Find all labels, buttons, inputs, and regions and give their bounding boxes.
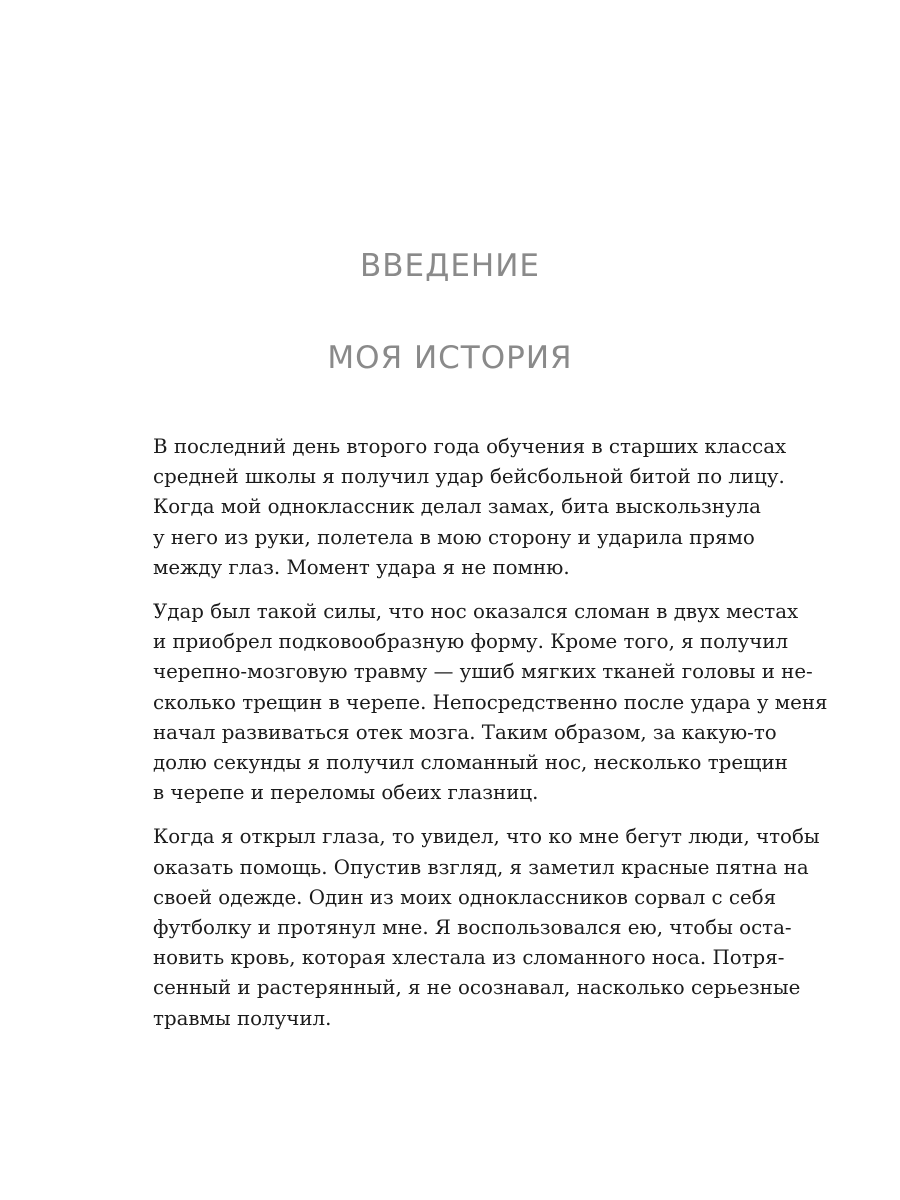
text-line: в черепе и переломы обеих глазниц.: [153, 781, 539, 805]
text-line: сенный и растерянный, я не осознавал, насколько серьезные: [153, 976, 801, 1000]
text-line: Когда мой одноклассник делал замах, бита выскользнула: [153, 495, 761, 519]
text-line: травмы получил.: [153, 1006, 332, 1030]
text-line: и приобрел подковообразную форму. Кроме того, я получил: [153, 630, 789, 654]
text-line: сколько трещин в черепе. Непосредственно после удара у меня: [153, 690, 828, 714]
text-line: Когда я открыл глаза, то увидел, что ко мне бегут люди, чтобы: [153, 825, 820, 849]
text-line: средней школы я получил удар бейсбольной битой по лицу.: [153, 465, 785, 489]
paragraph-2: [153, 597, 828, 808]
chapter-label: ВВЕДЕНИЕ: [359, 248, 540, 284]
text-line: В последний день второго года обучения в старших классах: [153, 435, 787, 458]
text-line: черепно-мозговую травму — ушиб мягких тканей головы и не-: [153, 660, 813, 684]
text-line: Удар был такой силы, что нос оказался сломан в двух местах: [153, 600, 799, 624]
chapter-title: МОЯ ИСТОРИЯ: [327, 340, 573, 376]
text-line: новить кровь, которая хлестала из сломанного носа. Потря-: [153, 946, 785, 970]
text-line: оказать помощь. Опустив взгляд, я заметил красные пятна на: [153, 855, 809, 879]
text-line: начал развиваться отек мозга. Таким образом, за какую-то: [153, 720, 777, 744]
paragraph-3: [153, 822, 820, 1033]
body-text: [153, 432, 828, 1048]
text-line: у него из руки, полетела в мою сторону и ударила прямо: [153, 525, 755, 549]
paragraph-1: [153, 432, 787, 583]
text-line: футболку и протянул мне. Я воспользовался ею, чтобы оста-: [153, 916, 792, 940]
text-line: между глаз. Момент удара я не помню.: [153, 555, 570, 579]
text-line: долю секунды я получил сломанный нос, несколько трещин: [153, 751, 788, 775]
text-line: своей одежде. Один из моих одноклассников сорвал с себя: [153, 885, 777, 909]
